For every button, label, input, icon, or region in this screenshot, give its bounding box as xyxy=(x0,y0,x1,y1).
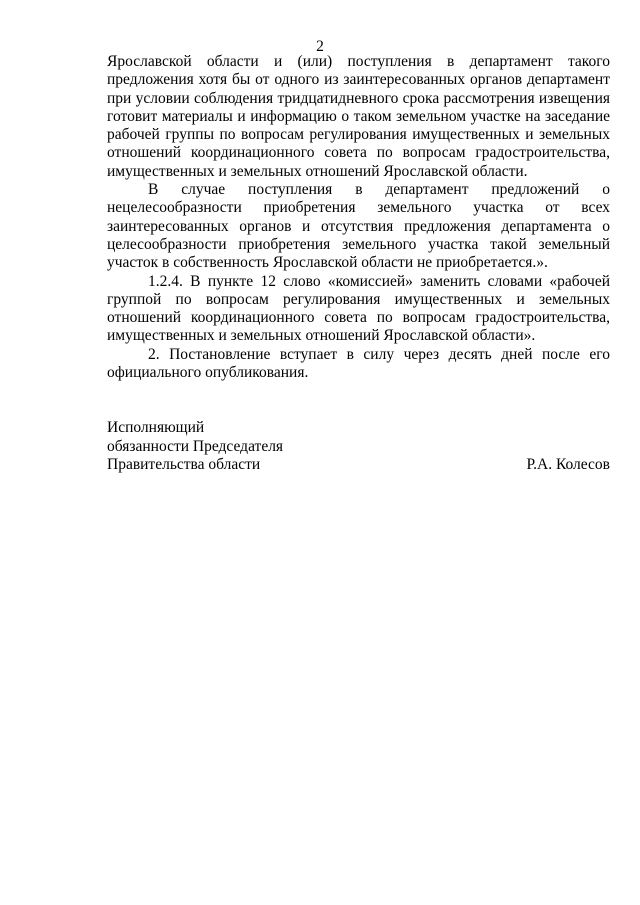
paragraph-no-acquisition: В случае поступления в департамент предложений о нецелесообразности приобретения земельного участка от всех заинтересованных органов и отсутствия предложения департамента о целесообразности приобретения земельного участка такой земельный участок в собственность Ярославской области не приобретается.». xyxy=(107,181,610,272)
signature-title-line-2: обязанности Председателя xyxy=(107,437,284,455)
paragraph-item-1-2-4: 1.2.4. В пункте 12 слово «комиссией» заменить словами «рабочей группой по вопросам регулирования имущественных и земельных отношений координационного совета по вопросам градостроительства, имущественных и земельных отношений Ярославской области». xyxy=(107,272,610,345)
document-body xyxy=(107,53,610,382)
paragraph-continuation: Ярославской области и (или) поступления в департамент такого предложения хотя бы от одного из заинтересованных органов департамент при условии соблюдения тридцатидневного срока рассмотрения извещения готовит материалы и информацию о таком земельном участке на заседание рабочей группы по вопросам регулирования имущественных и земельных отношений координационного совета по вопросам градостроительства, имущественных и земельных отношений Ярославской области. xyxy=(107,53,610,180)
signature-title-line-3: Правительства области xyxy=(107,456,261,473)
signatory-name: Р.А. Колесов xyxy=(526,456,610,473)
signature-last-row xyxy=(107,456,610,475)
page-number: 2 xyxy=(316,38,324,55)
paragraph-item-2: 2. Постановление вступает в силу через десять дней после его официального опубликования. xyxy=(107,345,610,382)
signature-title-line-1: Исполняющий xyxy=(107,419,205,436)
signature-block xyxy=(107,419,610,475)
